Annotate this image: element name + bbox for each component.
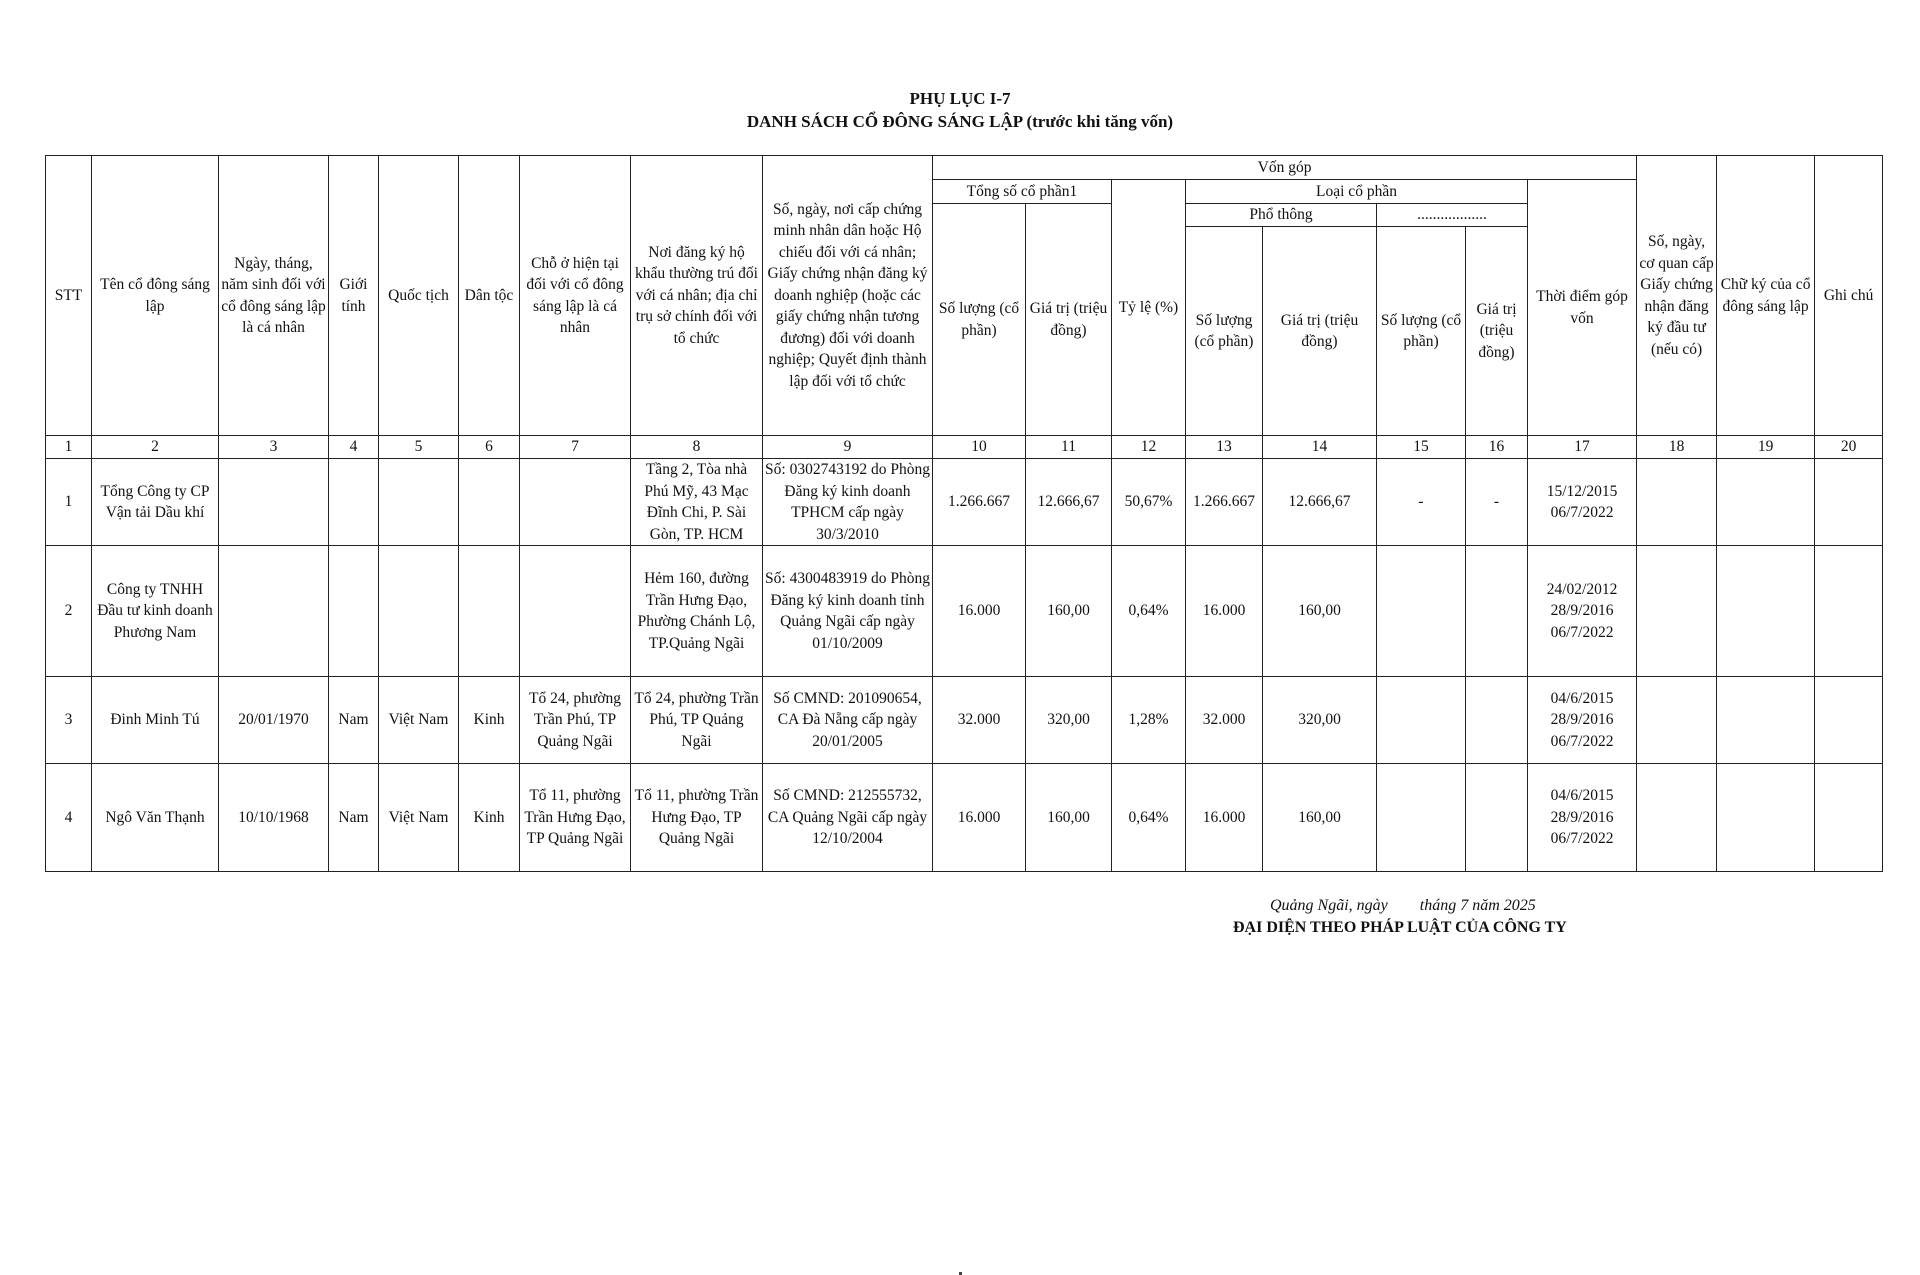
header-common-quantity: Số lượng (cổ phần) — [1186, 227, 1263, 436]
shareholder-table — [45, 155, 1883, 872]
column-number: 12 — [1112, 436, 1186, 459]
cell-ethnicity: Kinh — [459, 764, 520, 872]
column-number: 14 — [1263, 436, 1377, 459]
cell-note — [1815, 546, 1883, 677]
cell-stt: 2 — [46, 546, 92, 677]
column-number: 19 — [1717, 436, 1815, 459]
cell-stt: 1 — [46, 459, 92, 546]
cell-nationality: Việt Nam — [379, 764, 459, 872]
cell-registered-address: Hẻm 160, đường Trần Hưng Đạo, Phường Chánh Lộ, TP.Quảng Ngãi — [631, 546, 763, 677]
cell-nationality — [379, 546, 459, 677]
cell-total-quantity: 16.000 — [933, 764, 1026, 872]
cell-gender: Nam — [329, 764, 379, 872]
cell-common-value: 12.666,67 — [1263, 459, 1377, 546]
cell-nationality: Việt Nam — [379, 677, 459, 764]
cell-common-quantity: 16.000 — [1186, 764, 1263, 872]
cell-common-value: 160,00 — [1263, 546, 1377, 677]
header-nationality: Quốc tịch — [379, 156, 459, 436]
cell-ratio: 0,64% — [1112, 546, 1186, 677]
column-number: 13 — [1186, 436, 1263, 459]
cell-total-quantity: 16.000 — [933, 546, 1026, 677]
cell-note — [1815, 764, 1883, 872]
list-title: DANH SÁCH CỔ ĐÔNG SÁNG LẬP (trước khi tăng vốn) — [746, 112, 1174, 131]
cell-note — [1815, 677, 1883, 764]
cell-stt: 3 — [46, 677, 92, 764]
header-share-type: Loại cổ phần — [1186, 180, 1528, 204]
cell-other-value — [1466, 677, 1528, 764]
cell-other-quantity — [1377, 546, 1466, 677]
cell-total-quantity: 32.000 — [933, 677, 1026, 764]
column-number-row — [46, 436, 1883, 459]
cell-ethnicity — [459, 459, 520, 546]
cell-id-document: Số: 4300483919 do Phòng Đăng ký kinh doanh tỉnh Quảng Ngãi cấp ngày 01/10/2009 — [763, 546, 933, 677]
column-number: 4 — [329, 436, 379, 459]
table-row — [46, 677, 1883, 764]
cell-stt: 4 — [46, 764, 92, 872]
cell-investment-cert — [1637, 764, 1717, 872]
column-number: 16 — [1466, 436, 1528, 459]
cell-gender — [329, 546, 379, 677]
header-total-value: Giá trị (triệu đồng) — [1026, 204, 1112, 436]
cell-other-quantity — [1377, 764, 1466, 872]
appendix-title: PHỤ LỤC I-7 — [909, 89, 1011, 108]
cell-common-quantity: 32.000 — [1186, 677, 1263, 764]
cell-other-value: - — [1466, 459, 1528, 546]
cell-ethnicity — [459, 546, 520, 677]
header-common: Phổ thông — [1186, 204, 1377, 227]
cell-ratio: 50,67% — [1112, 459, 1186, 546]
cell-id-document: Số CMND: 201090654, CA Đà Nẵng cấp ngày 20/01/2005 — [763, 677, 933, 764]
cell-residence: Tổ 24, phường Trần Phú, TP Quảng Ngãi — [520, 677, 631, 764]
table-row — [46, 546, 1883, 677]
cell-gender — [329, 459, 379, 546]
cell-birth — [219, 546, 329, 677]
cell-contribution-time: 24/02/2012 28/9/2016 06/7/2022 — [1528, 546, 1637, 677]
column-number: 2 — [92, 436, 219, 459]
header-total-shares: Tổng số cổ phần1 — [933, 180, 1112, 204]
cell-contribution-time: 04/6/2015 28/9/2016 06/7/2022 — [1528, 764, 1637, 872]
cell-other-quantity: - — [1377, 459, 1466, 546]
column-number: 20 — [1815, 436, 1883, 459]
header-residence: Chỗ ở hiện tại đối với cổ đông sáng lập là cá nhân — [520, 156, 631, 436]
column-number: 6 — [459, 436, 520, 459]
header-ratio: Tỷ lệ (%) — [1112, 180, 1186, 436]
column-number: 1 — [46, 436, 92, 459]
header-total-quantity: Số lượng (cổ phần) — [933, 204, 1026, 436]
cell-ethnicity: Kinh — [459, 677, 520, 764]
header-signature: Chữ ký của cổ đông sáng lập — [1717, 156, 1815, 436]
cell-common-value: 160,00 — [1263, 764, 1377, 872]
cell-total-value: 320,00 — [1026, 677, 1112, 764]
cell-signature[interactable] — [1717, 677, 1815, 764]
header-birth: Ngày, tháng, năm sinh đối với cổ đông sáng lập là cá nhân — [219, 156, 329, 436]
cell-birth — [219, 459, 329, 546]
column-number: 18 — [1637, 436, 1717, 459]
cell-contribution-time: 15/12/2015 06/7/2022 — [1528, 459, 1637, 546]
place-date: Quảng Ngãi, ngày tháng 7 năm 2025 — [1270, 897, 1536, 914]
cell-total-value: 160,00 — [1026, 764, 1112, 872]
column-number: 3 — [219, 436, 329, 459]
column-number: 11 — [1026, 436, 1112, 459]
header-registered-address: Nơi đăng ký hộ khẩu thường trú đối với cá nhân; địa chỉ trụ sở chính đối với tổ chức — [631, 156, 763, 436]
cell-signature[interactable] — [1717, 459, 1815, 546]
cell-investment-cert — [1637, 459, 1717, 546]
cell-note — [1815, 459, 1883, 546]
cell-name: Công ty TNHH Đầu tư kinh doanh Phương Nam — [92, 546, 219, 677]
header-gender: Giới tính — [329, 156, 379, 436]
cell-contribution-time: 04/6/2015 28/9/2016 06/7/2022 — [1528, 677, 1637, 764]
column-number: 17 — [1528, 436, 1637, 459]
cell-common-quantity: 16.000 — [1186, 546, 1263, 677]
cell-residence — [520, 546, 631, 677]
column-number: 15 — [1377, 436, 1466, 459]
cell-residence — [520, 459, 631, 546]
cell-signature[interactable] — [1717, 546, 1815, 677]
header-common-value: Giá trị (triệu đồng) — [1263, 227, 1377, 436]
cell-registered-address: Tầng 2, Tòa nhà Phú Mỹ, 43 Mạc Đĩnh Chi, P. Sài Gòn, TP. HCM — [631, 459, 763, 546]
cell-other-value — [1466, 764, 1528, 872]
cell-birth: 10/10/1968 — [219, 764, 329, 872]
column-number: 5 — [379, 436, 459, 459]
cell-other-quantity — [1377, 677, 1466, 764]
cell-total-value: 160,00 — [1026, 546, 1112, 677]
header-ethnicity: Dân tộc — [459, 156, 520, 436]
cell-name: Tổng Công ty CP Vận tải Dầu khí — [92, 459, 219, 546]
cell-residence: Tổ 11, phường Trần Hưng Đạo, TP Quảng Ngãi — [520, 764, 631, 872]
column-number: 10 — [933, 436, 1026, 459]
table-row — [46, 764, 1883, 872]
header-other-quantity: Số lượng (cổ phần) — [1377, 227, 1466, 436]
header-investment-cert: Số, ngày, cơ quan cấp Giấy chứng nhận đăng ký đầu tư (nếu có) — [1637, 156, 1717, 436]
cell-common-value: 320,00 — [1263, 677, 1377, 764]
cell-name: Đinh Minh Tú — [92, 677, 219, 764]
header-other-value: Giá trị (triệu đồng) — [1466, 227, 1528, 436]
header-id-document: Số, ngày, nơi cấp chứng minh nhân dân hoặc Hộ chiếu đối với cá nhân; Giấy chứng nhận đăng ký doanh nghiệp (hoặc các giấy chứng nhận tương đương) đối với doanh nghiệp; Quyết định thành lập đối với tổ chức — [763, 156, 933, 436]
cell-birth: 20/01/1970 — [219, 677, 329, 764]
table-row — [46, 459, 1883, 546]
column-number: 7 — [520, 436, 631, 459]
cell-id-document: Số CMND: 212555732, CA Quảng Ngãi cấp ngày 12/10/2004 — [763, 764, 933, 872]
header-row-capital — [46, 156, 1883, 180]
header-other-type: .................. — [1377, 204, 1528, 227]
header-stt: STT — [46, 156, 92, 436]
column-number: 9 — [763, 436, 933, 459]
cell-signature[interactable] — [1717, 764, 1815, 872]
cell-investment-cert — [1637, 677, 1717, 764]
cell-nationality — [379, 459, 459, 546]
header-note: Ghi chú — [1815, 156, 1883, 436]
cell-ratio: 0,64% — [1112, 764, 1186, 872]
cell-registered-address: Tổ 24, phường Trần Phú, TP Quảng Ngãi — [631, 677, 763, 764]
cell-other-value — [1466, 546, 1528, 677]
column-number: 8 — [631, 436, 763, 459]
cell-id-document: Số: 0302743192 do Phòng Đăng ký kinh doanh TPHCM cấp ngày 30/3/2010 — [763, 459, 933, 546]
cell-total-value: 12.666,67 — [1026, 459, 1112, 546]
cell-name: Ngô Văn Thạnh — [92, 764, 219, 872]
cell-gender: Nam — [329, 677, 379, 764]
cell-investment-cert — [1637, 546, 1717, 677]
cell-total-quantity: 1.266.667 — [933, 459, 1026, 546]
cell-ratio: 1,28% — [1112, 677, 1186, 764]
cell-common-quantity: 1.266.667 — [1186, 459, 1263, 546]
header-contribution-time: Thời điểm góp vốn — [1528, 180, 1637, 436]
representative-title: ĐẠI DIỆN THEO PHÁP LUẬT CỦA CÔNG TY — [1233, 919, 1567, 936]
header-name: Tên cổ đông sáng lập — [92, 156, 219, 436]
cell-registered-address: Tổ 11, phường Trần Hưng Đạo, TP Quảng Ngãi — [631, 764, 763, 872]
header-capital: Vốn góp — [933, 156, 1637, 180]
